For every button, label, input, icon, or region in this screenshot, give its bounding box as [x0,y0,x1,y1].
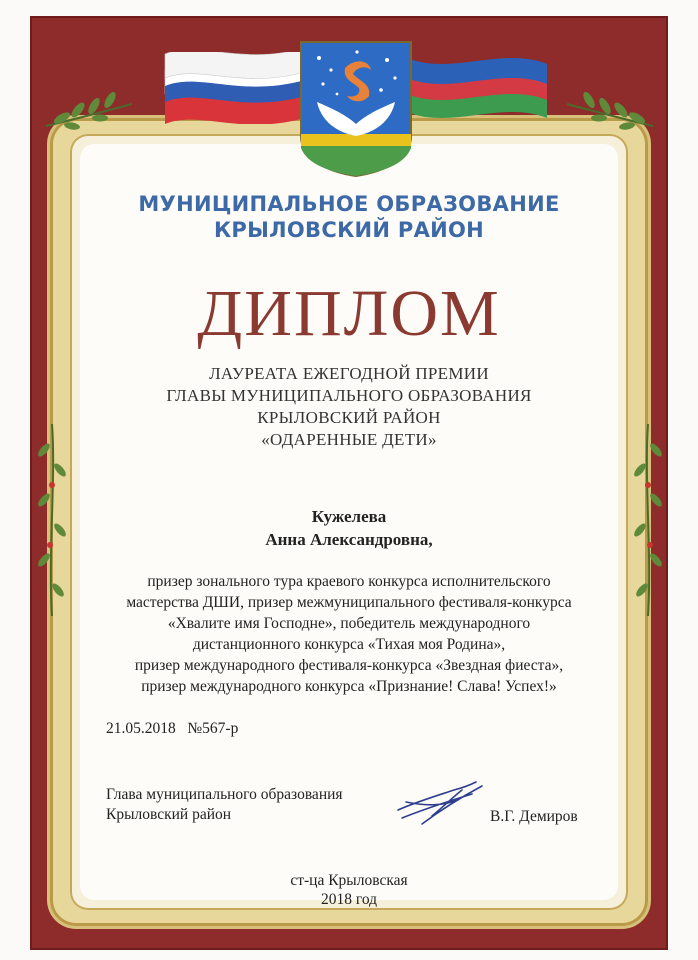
recipient-given-name: Анна Александровна, [265,530,433,549]
subtitle-line-1: ЛАУРЕАТА ЕЖЕГОДНОЙ ПРЕМИИ [209,364,489,383]
subtitle-line-4: «ОДАРЕННЫЕ ДЕТИ» [261,430,437,449]
date-and-number: 21.05.2018 №567-р [106,720,239,737]
signatory-position-line-2: Крыловский район [106,806,232,823]
org-line-2: КРЫЛОВСКИЙ РАЙОН [213,218,485,242]
signature-icon [392,776,492,832]
subtitle-line-3: КРЫЛОВСКИЙ РАЙОН [257,408,441,427]
document-title: ДИПЛОМ [197,277,501,350]
laurel-branch-icon [42,84,137,134]
achievement-line: мастерства ДШИ, призер межмуниципального фестиваля-конкурса [126,594,572,611]
achievement-line: «Хвалите имя Господне», победитель международного [167,615,531,632]
russia-flag-icon [160,52,310,124]
achievement-line: призер зонального тура краевого конкурса исполнительского [147,573,551,590]
achievement-line: дистанционного конкурса «Тихая моя Родина», [192,636,506,653]
krasnodar-flag-icon [402,52,552,124]
achievement-line: призер международного фестиваля-конкурса «Звездная фиеста», [134,657,564,674]
place: ст-ца Крыловская [290,872,408,889]
org-line-1: МУНИЦИПАЛЬНОЕ ОБРАЗОВАНИЕ [138,192,560,216]
achievement-line: призер международного конкурса «Признание! Слава! Успех!» [141,678,557,695]
laurel-branch-icon [562,84,657,134]
subtitle-line-2: ГЛАВЫ МУНИЦИПАЛЬНОГО ОБРАЗОВАНИЯ [166,386,532,405]
signatory-name: В.Г. Демиров [490,808,578,825]
signatory-position-line-1: Глава муниципального образования [106,786,343,803]
year: 2018 год [320,891,378,908]
coat-of-arms-emblem [297,38,415,178]
recipient-surname: Кужелева [311,507,387,526]
